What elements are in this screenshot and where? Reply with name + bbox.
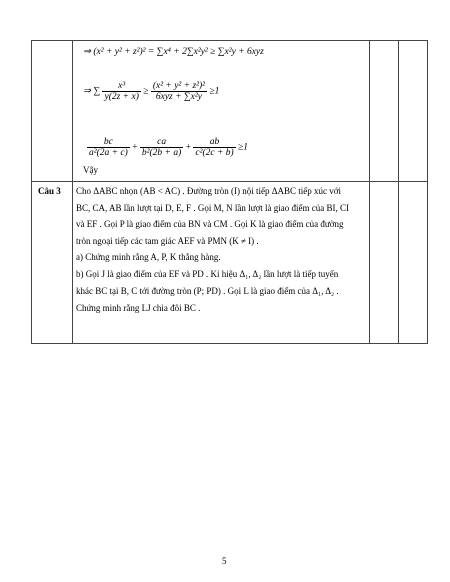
problem-line-3: và EF . Gọi P là giao điểm của BN và CM . Gọi K là giao điểm của đường	[76, 219, 344, 229]
equation-2-right-denominator: 6xyz + ∑x²y	[155, 92, 202, 102]
problem-line-4: tròn ngoại tiếp các tam giác AEF và PMN (K ≠ I) .	[76, 236, 259, 246]
equation-2-left-fraction	[102, 81, 140, 102]
equation-3-fraction-a	[87, 137, 130, 158]
equation-3-fraction-a-denominator: a²(2a + c)	[89, 148, 128, 158]
content-table	[31, 40, 428, 344]
problem-part-b-line-2: khác BC tại B, C tới đường tròn (P; PD) . Gọi L là giao điểm của Δ₁, Δ₂ .	[76, 286, 339, 296]
column-divider-3	[398, 41, 399, 343]
equation-2-end: ≥1	[209, 86, 220, 97]
equation-1: ⇒ (x² + y² + z²)² = ∑x⁴ + 2∑x²y² ≥ ∑x²y + 6xyz	[83, 47, 264, 57]
equation-3-fraction-b-numerator: ca	[140, 137, 183, 148]
problem-part-b-line-3: Chứng minh rằng LJ chia đôi BC .	[76, 303, 201, 313]
page-number: 5	[222, 556, 227, 566]
equation-3-fraction-c-denominator: c²(2c + b)	[195, 148, 234, 158]
problem-line-1: Cho ΔABC nhọn (AB < AC) . Đường tròn (I) nội tiếp ΔABC tiếp xúc với	[76, 186, 342, 196]
equation-2-right-numerator: (x² + y² + z²)²	[152, 81, 205, 91]
equation-3-fraction-c-numerator: ab	[193, 137, 235, 148]
problem-part-a: a) Chứng minh rằng A, P, K thẳng hàng.	[76, 252, 221, 262]
equation-3: $\frac{bc}{\text{a²(2a + c)}}$ + $\frac{ca}{\text{b²(2b + a)}}$ + $\frac{ab}{\text{c²(2c + b)}}$ ≥1	[89, 137, 248, 158]
problem-part-b-line-1: b) Gọi J là giao điểm của EF và PD . Kí hiệu Δ₁, Δ₂ lần lượt là tiếp tuyến	[76, 269, 339, 279]
problem-line-2: BC, CA, AB lần lượt tại D, E, F . Gọi M, N lần lượt là giao điểm của BI, CI	[76, 203, 350, 213]
conclusion-word: Vậy	[83, 165, 98, 175]
equation-3-end: ≥1	[238, 142, 248, 153]
equation-2	[83, 81, 219, 102]
equation-2-relation: ≥	[143, 86, 149, 97]
column-divider-1	[72, 41, 73, 343]
equation-3-fraction-c	[193, 137, 235, 158]
row-divider	[32, 181, 427, 182]
equation-2-left-numerator: x³	[102, 81, 140, 92]
column-divider-2	[369, 41, 370, 343]
equation-3-fraction-b	[140, 137, 183, 158]
equation-2-right-fraction	[151, 81, 207, 102]
equation-2-prefix: ⇒ ∑	[83, 86, 101, 97]
question-label: Câu 3	[38, 186, 61, 196]
equation-3-fraction-b-denominator: b²(2b + a)	[141, 148, 182, 158]
equation-3-fraction-a-numerator: bc	[87, 137, 130, 148]
equation-2-left-denominator: y(2z + x)	[104, 92, 139, 102]
